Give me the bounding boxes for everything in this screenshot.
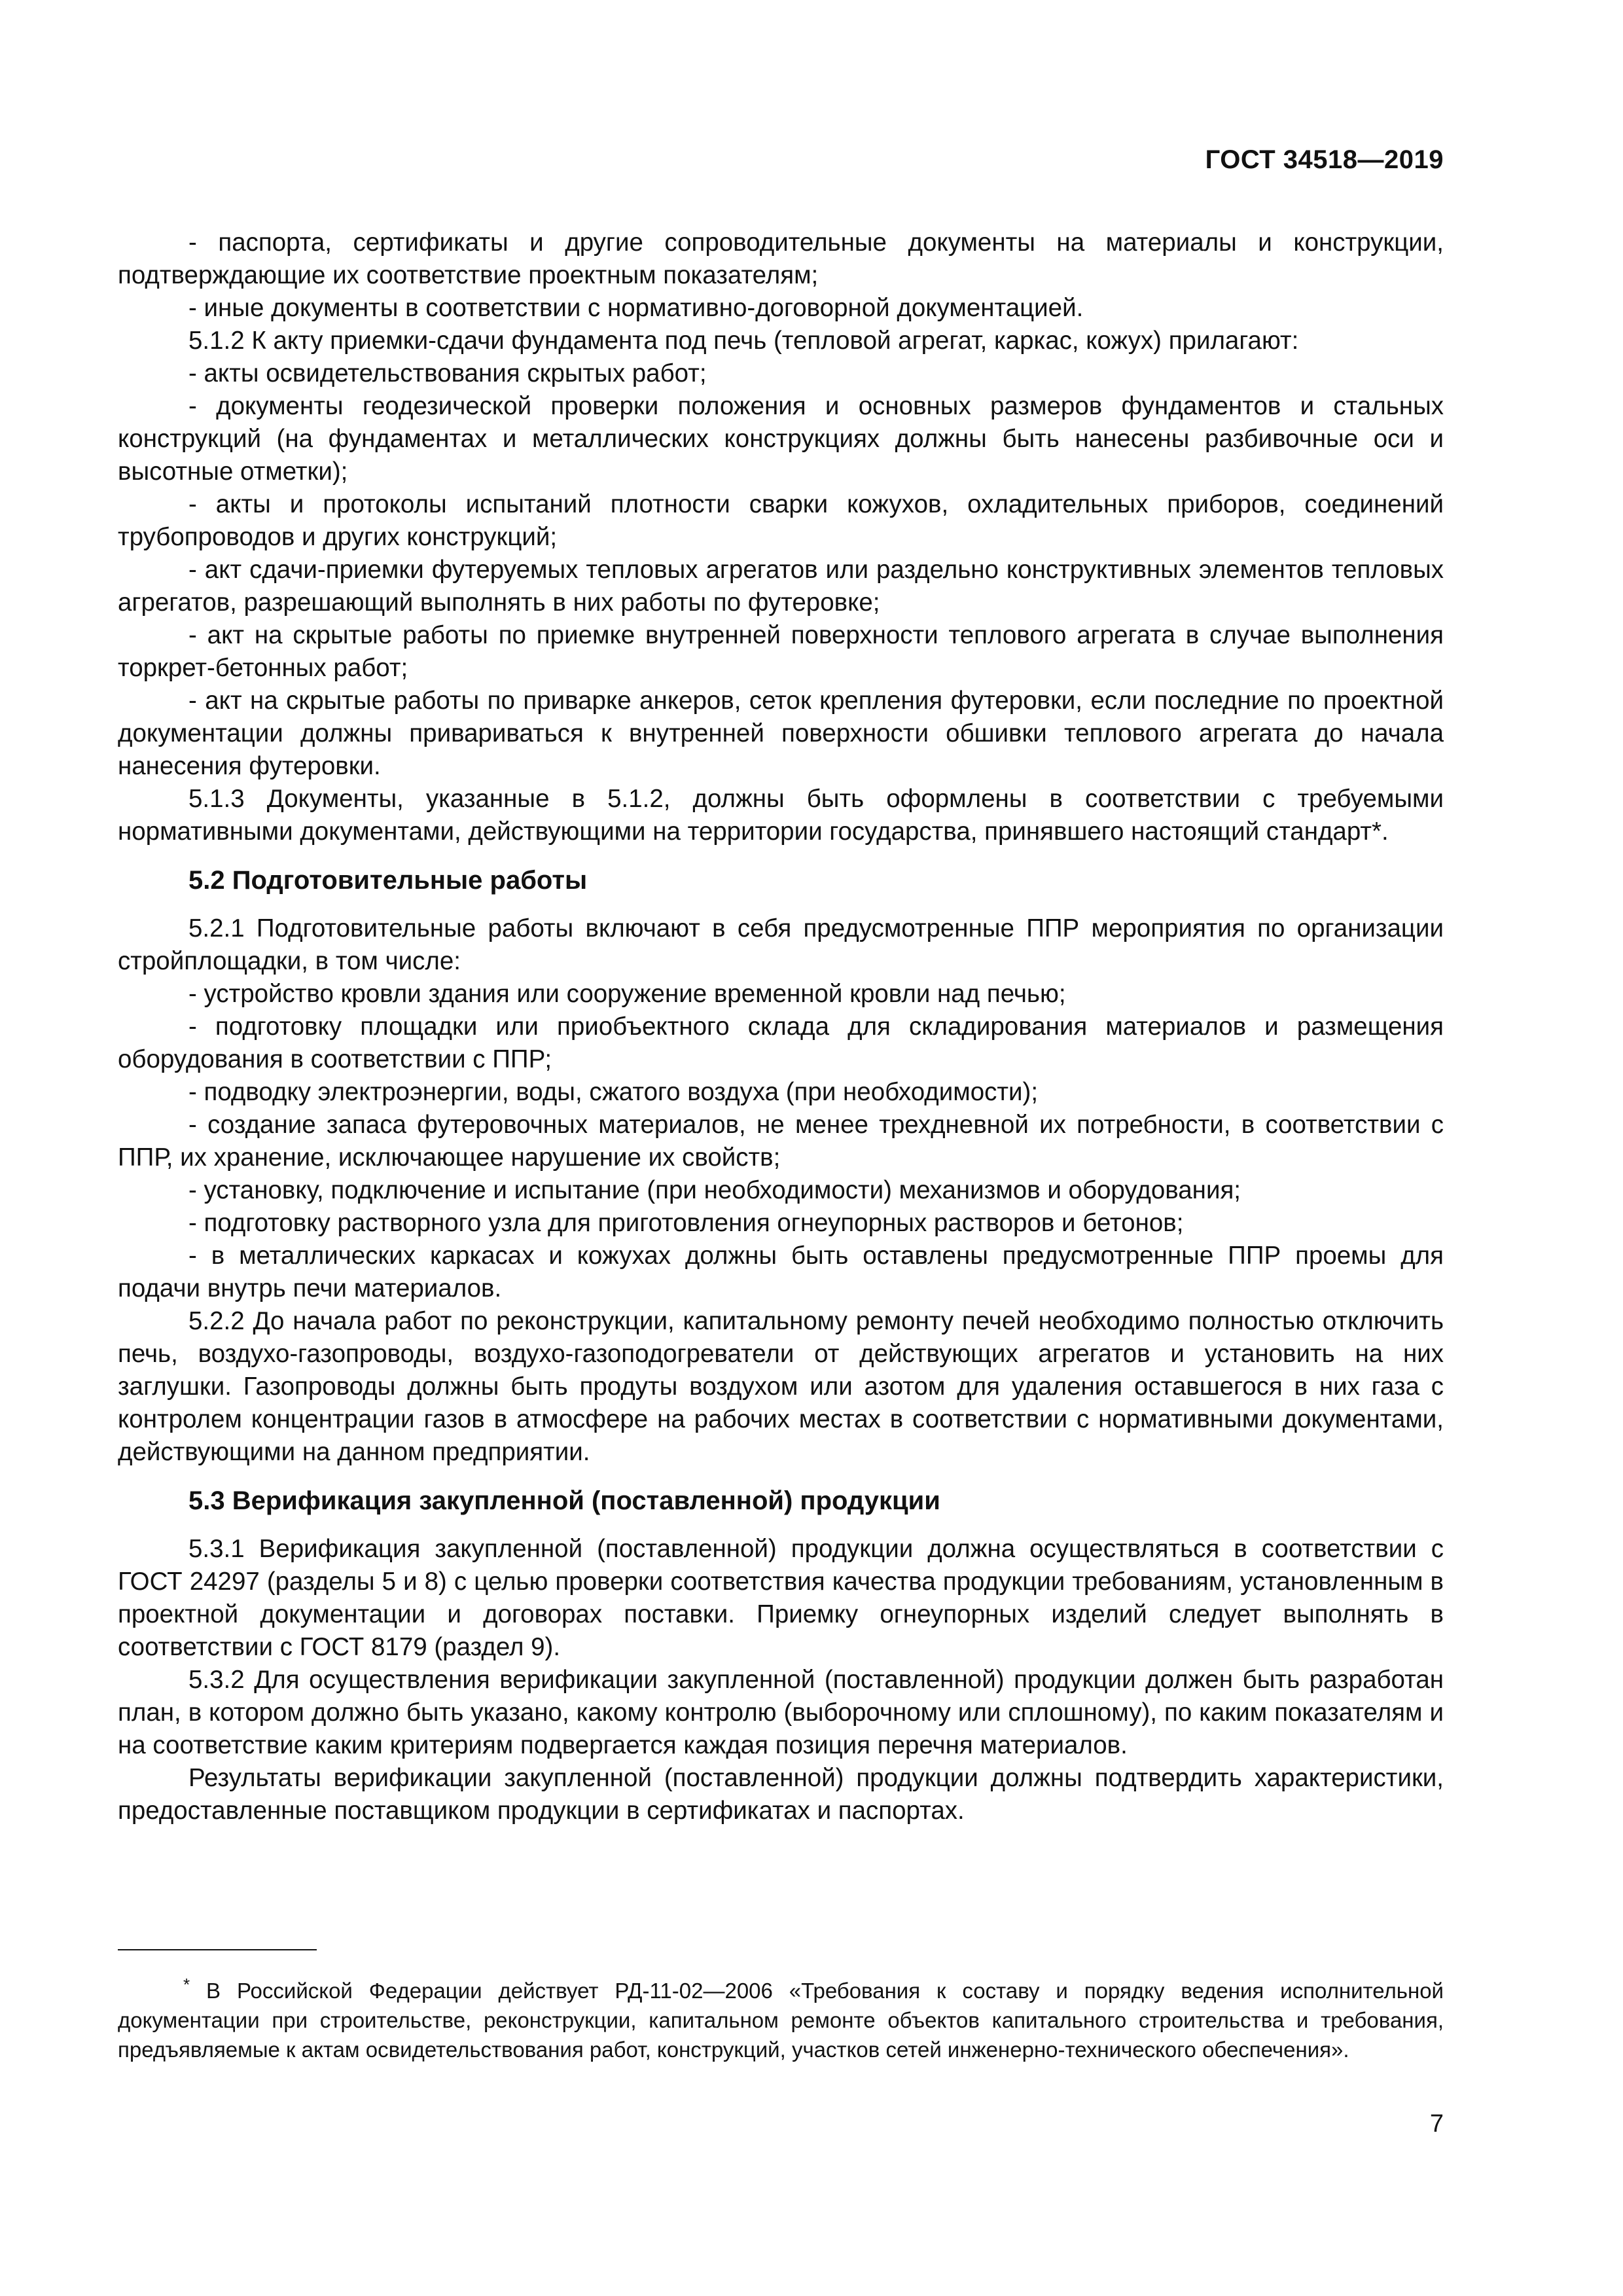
paragraph: - установку, подключение и испытание (при необходимости) механизмов и оборудования;: [188, 1176, 1241, 1204]
paragraph: 5.3.2 Для осуществления верификации закупленной (поставленной) продукции должен быть разработан план, в котором должно быть указано, какому контролю (выборочному или сплошному), по каким показателям и на соответствие каким критериям подвергается каждая позиция перечня материалов.: [118, 1666, 1444, 1759]
paragraph: - подготовку площадки или приобъектного склада для складирования материалов и размещения оборудования в соответствии с ППР;: [118, 1013, 1444, 1073]
paragraph: - в металлических каркасах и кожухах должны быть оставлены предусмотренные ППР проемы для подачи внутрь печи материалов.: [118, 1242, 1444, 1302]
paragraph: - создание запаса футеровочных материалов, не менее трехдневной их потребности, в соответствии с ППР, их хранение, исключающее нарушение их свойств;: [118, 1111, 1444, 1172]
paragraph: - акт сдачи-приемки футеруемых тепловых агрегатов или раздельно конструктивных элементов тепловых агрегатов, разрешающий выполнять в них работы по футеровке;: [118, 556, 1444, 617]
paragraph: - акт на скрытые работы по приемке внутренней поверхности теплового агрегата в случае выполнения торкрет-бетонных работ;: [118, 621, 1444, 682]
paragraph: Результаты верификации закупленной (поставленной) продукции должны подтвердить характеристики, предоставленные поставщиком продукции в сертификатах и паспортах.: [118, 1764, 1444, 1825]
paragraph: 5.1.3 Документы, указанные в 5.1.2, должны быть оформлены в соответствии с требуемыми нормативными документами, действующими на территории государства, принявшего настоящий стандарт*.: [118, 785, 1444, 846]
footnote-marker: *: [183, 1975, 190, 1994]
paragraph: - подготовку растворного узла для приготовления огнеупорных растворов и бетонов;: [188, 1209, 1184, 1237]
paragraph: - акты освидетельствования скрытых работ;: [188, 359, 707, 387]
footnote-text: В Российской Федерации действует РД-11-02—2006 «Требования к составу и порядку ведения исполнительной документации при строительстве, реконструкции, капитальном ремонте объектов капитального строительства и требования, предъявляемые к актам освидетельствования работ, конструкций, участков сетей инженерно-технического обеспечения».: [118, 1979, 1444, 2062]
footnote: [118, 1970, 1444, 2064]
paragraph: - документы геодезической проверки положения и основных размеров фундаментов и стальных конструкций (на фундаментах и металлических конструкциях должны быть нанесены разбивочные оси и высотные отметки);: [118, 392, 1444, 486]
paragraph: 5.2.2 До начала работ по реконструкции, капитальному ремонту печей необходимо полностью отключить печь, воздухо-газопроводы, воздухо-газоподогреватели от действующих агрегатов и установить на них заглушки. Газопроводы должны быть продуты воздухом или азотом для удаления оставшегося в них газа с контролем концентрации газов в атмосфере на рабочих местах в соответствии с нормативными документами, действующими на данном предприятии.: [118, 1307, 1444, 1466]
paragraph: - иные документы в соответствии с нормативно-договорной документацией.: [188, 294, 1084, 322]
footnote-divider: [118, 1949, 317, 1950]
page-body: [118, 226, 1444, 1827]
standard-id-header: ГОСТ 34518—2019: [1205, 145, 1444, 174]
paragraph: 5.3.1 Верификация закупленной (поставленной) продукции должна осуществляться в соответствии с ГОСТ 24297 (разделы 5 и 8) с целью проверки соответствия качества продукции требованиям, установленным в проектной документации и договорах поставки. Приемку огнеупорных изделий следует выполнять в соответствии с ГОСТ 8179 (раздел 9).: [118, 1535, 1444, 1661]
section-heading-5-2: 5.2 Подготовительные работы: [188, 866, 588, 895]
paragraph: 5.1.2 К акту приемки-сдачи фундамента под печь (тепловой агрегат, каркас, кожух) прилагают:: [188, 327, 1299, 355]
section-heading-5-3: 5.3 Верификация закупленной (поставленной) продукции: [188, 1486, 940, 1515]
paragraph: - паспорта, сертификаты и другие сопроводительные документы на материалы и конструкции, подтверждающие их соответствие проектным показателям;: [118, 228, 1444, 289]
paragraph: - акт на скрытые работы по приварке анкеров, сеток крепления футеровки, если последние по проектной документации должны привариваться к внутренней поверхности обшивки теплового агрегата до начала нанесения футеровки.: [118, 687, 1444, 780]
paragraph: - акты и протоколы испытаний плотности сварки кожухов, охладительных приборов, соединений трубопроводов и других конструкций;: [118, 490, 1444, 551]
paragraph: 5.2.1 Подготовительные работы включают в себя предусмотренные ППР мероприятия по организации стройплощадки, в том числе:: [118, 914, 1444, 975]
page-number: 7: [1429, 2110, 1444, 2138]
paragraph: - устройство кровли здания или сооружение временной кровли над печью;: [188, 980, 1066, 1008]
paragraph: - подводку электроэнергии, воды, сжатого воздуха (при необходимости);: [188, 1078, 1039, 1106]
